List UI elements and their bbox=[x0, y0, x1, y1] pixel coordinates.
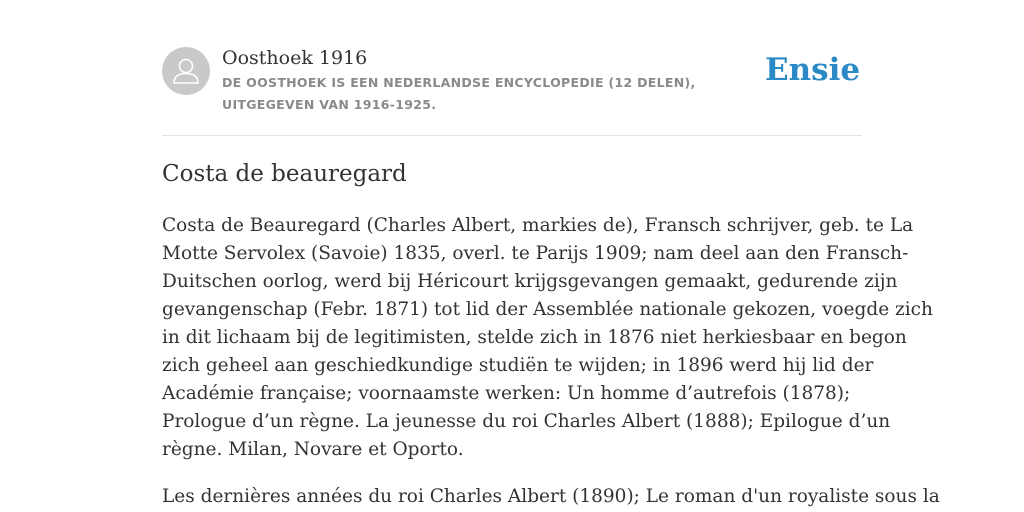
paragraph-line: Costa de Beauregard (Charles Albert, markies de), Fransch schrijver, geb. te La bbox=[162, 215, 914, 236]
paragraph-line: Duitschen oorlog, werd bij Héricourt krijgsgevangen gemaakt, gedurende zijn bbox=[162, 271, 898, 292]
paragraph-line: Motte Servolex (Savoie) 1835, overl. te Parijs 1909; nam deel aan den Fransch- bbox=[162, 243, 909, 264]
paragraph-line: Prologue d’un règne. La jeunesse du roi Charles Albert (1888); Epilogue d’un bbox=[162, 411, 891, 432]
source-title[interactable]: Oosthoek 1916 bbox=[222, 47, 368, 69]
brand-logo[interactable]: Ensie bbox=[765, 52, 861, 88]
source-description: DE OOSTHOEK IS EEN NEDERLANDSE ENCYCLOPEDIE (12 DELEN), UITGEGEVEN VAN 1916-1925. bbox=[222, 75, 696, 112]
article-paragraph-2: Les dernières années du roi Charles Albert (1890); Le roman d'un royaliste sous la bbox=[162, 486, 940, 507]
avatar[interactable] bbox=[162, 47, 210, 95]
source-header bbox=[162, 46, 862, 135]
paragraph-line: Académie française; voornaamste werken: Un homme d’autrefois (1878); bbox=[162, 383, 851, 404]
paragraph-line: in dit lichaam bij de legitimisten, stelde zich in 1876 niet herkiesbaar en begon bbox=[162, 327, 907, 348]
article-paragraph bbox=[162, 212, 933, 464]
paragraph-line: gevangenschap (Febr. 1871) tot lid der Assemblée nationale gekozen, voegde zich bbox=[162, 299, 933, 320]
header-divider bbox=[162, 135, 862, 136]
user-icon bbox=[162, 47, 210, 95]
article-title: Costa de beauregard bbox=[162, 161, 407, 187]
paragraph-line: zich geheel aan geschiedkundige studiën te wijden; in 1896 werd hij lid der bbox=[162, 355, 874, 376]
paragraph-line: règne. Milan, Novare et Oporto. bbox=[162, 439, 464, 460]
